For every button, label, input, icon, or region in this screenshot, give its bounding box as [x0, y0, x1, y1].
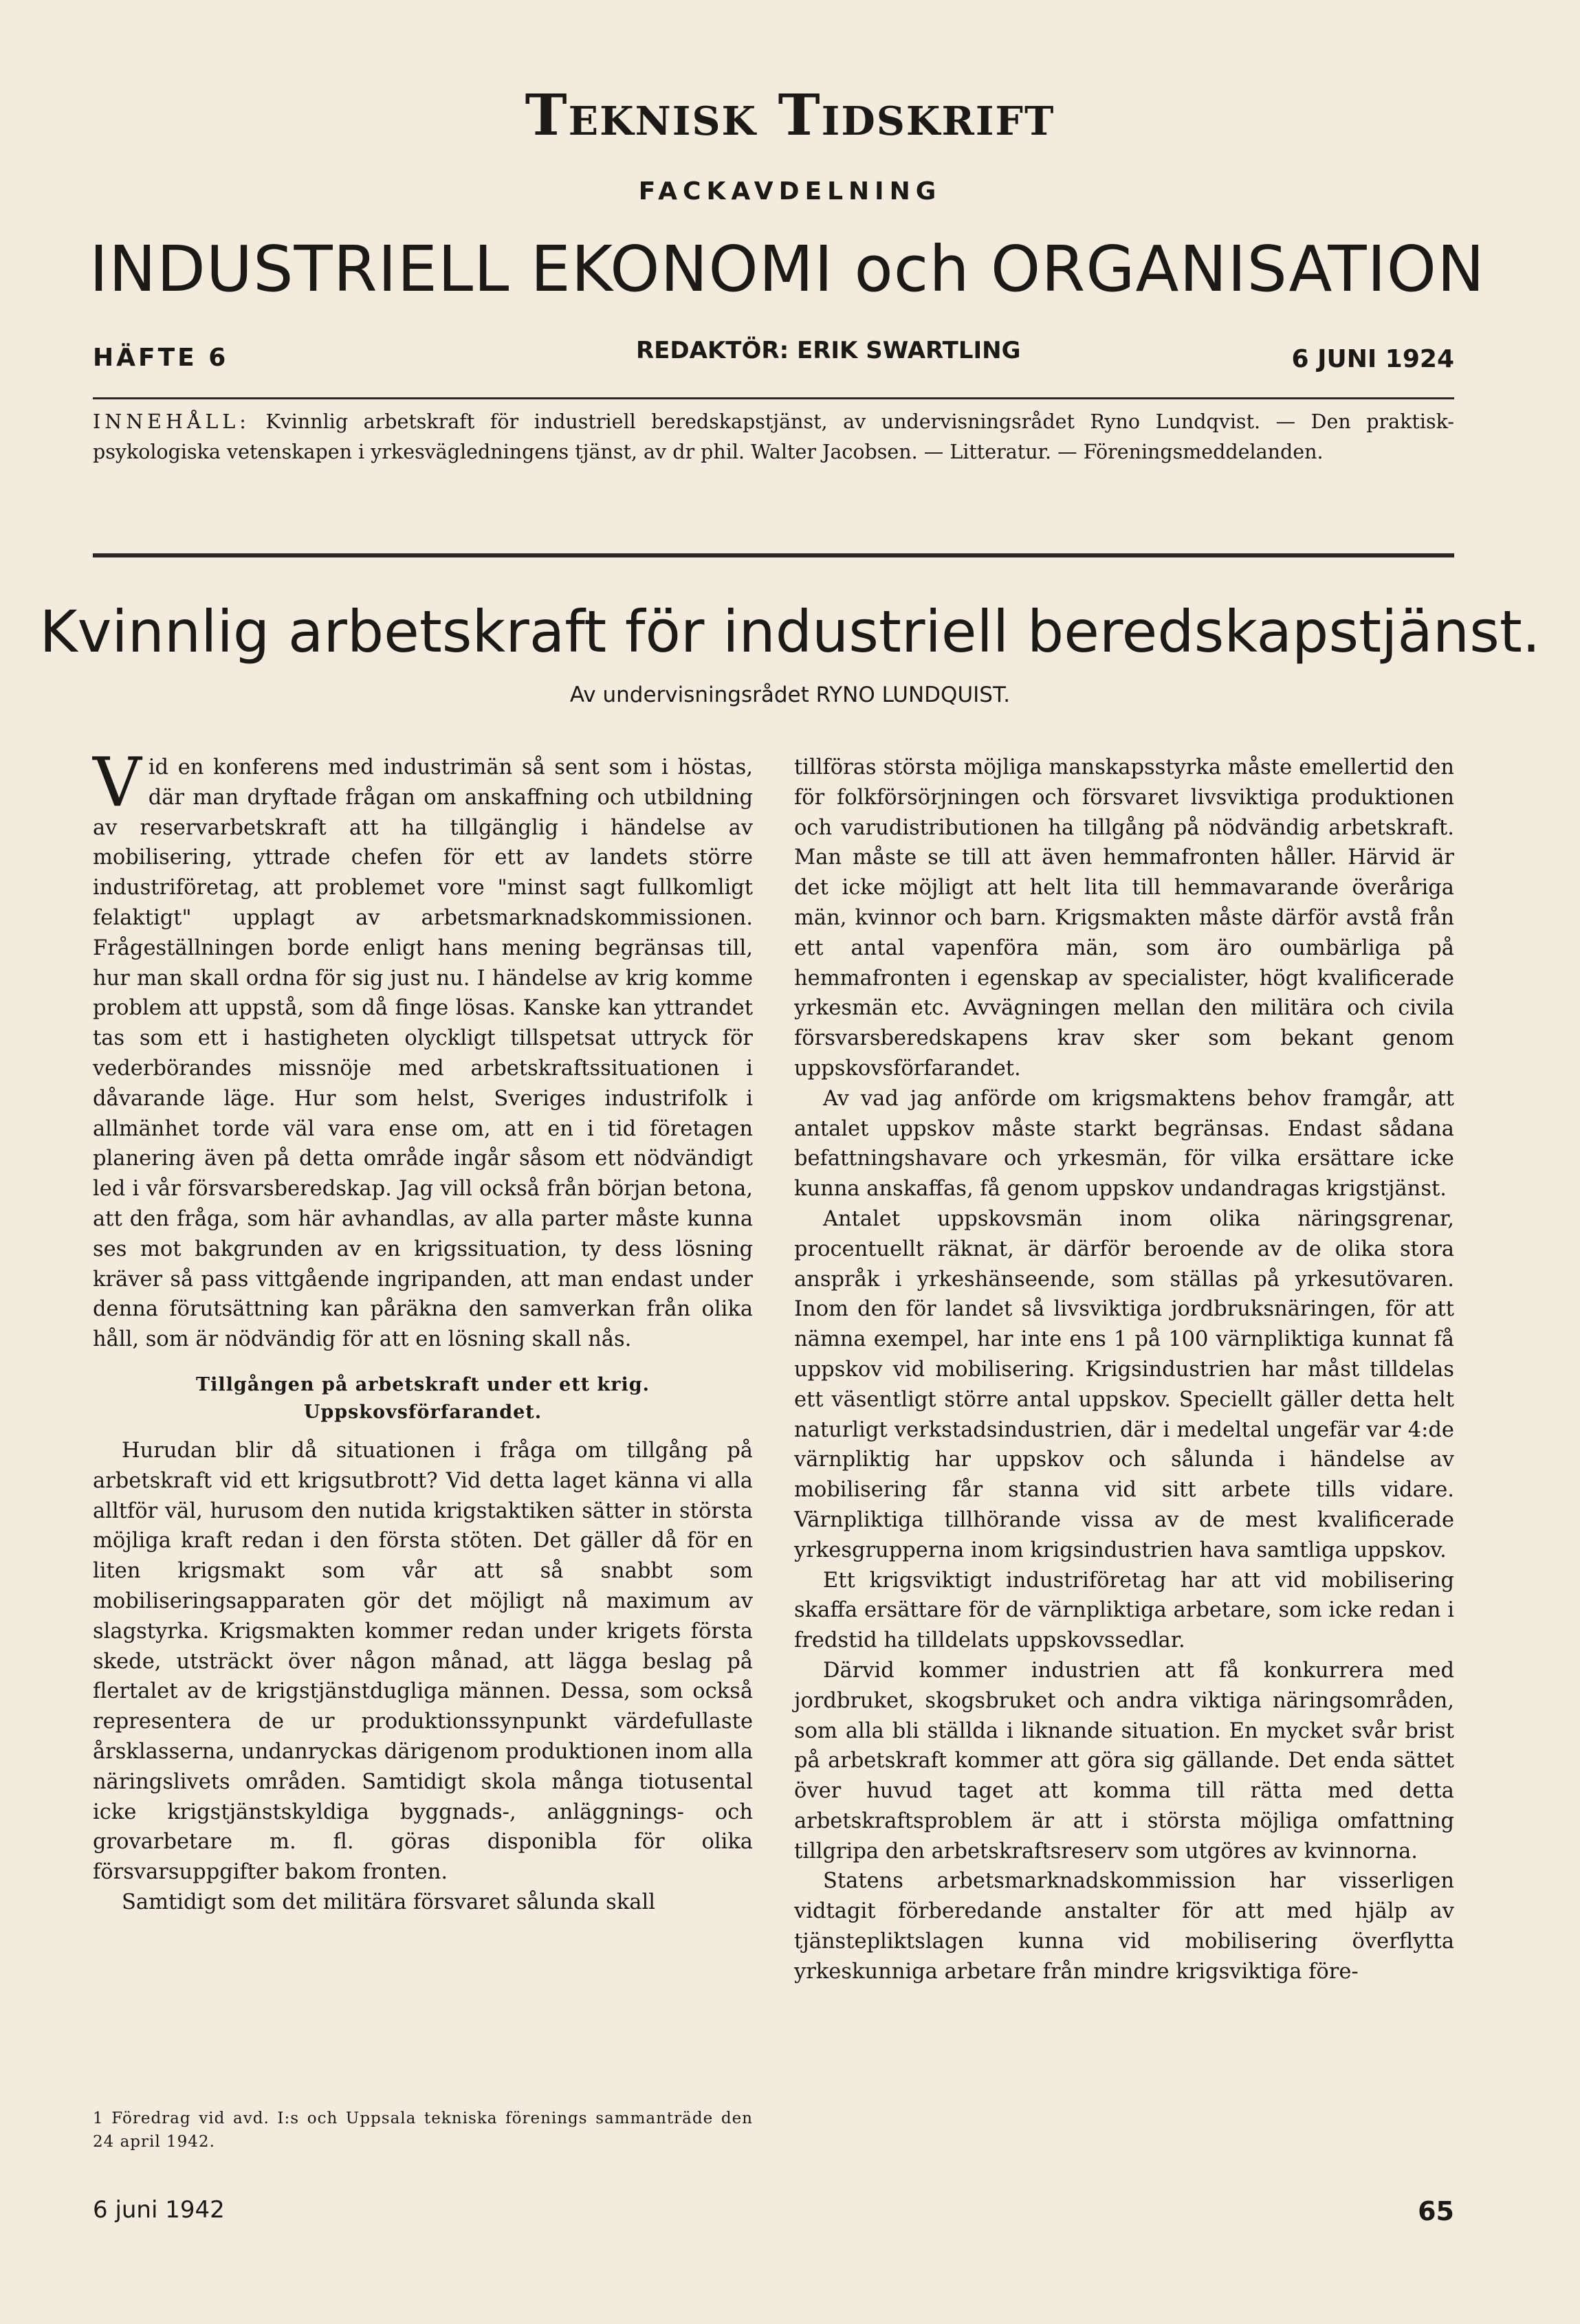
- footer-date: 6 juni 1942: [93, 2196, 225, 2224]
- paragraph-text: id en konferens med industrimän så sent som i höstas, där man dryftade frågan om anskaffning och utbildning av reservarbetskraft att ha tillgänglig i händelse av mobilisering, yttrade chefen för ett av landets större industriföretag, att problemet vore "minst sagt fullkomligt felaktigt" upplagt av arbetsmarknadskommissionen. Frågeställningen borde enligt hans mening begränsas till, hur man skall ordna för sig just nu. I händelse av krig komme problem att uppstå, som då finge lösas. Kanske kan yttrandet tas som ett i hastigheten olyckligt tillspetsat uttryck för vederbörandes missnöje med arbetskraftssituationen i dåvarande läge. Hur som helst, Sveriges industrifolk i allmänhet torde väl vara ense om, att en i tid företagen planering även på detta område ingår såsom ett nödvändigt led i vår försvarsberedskap. Jag vill också från början betona, att den fråga, som här avhandlas, av alla parter måste kunna ses mot bakgrunden av en krigssituation, ty dess lösning kräver så pass vittgående ingripanden, att man endast under denna förutsättning kan påräkna den samverkan från olika håll, som är nödvändig för att en lösning skall nås.: [93, 755, 753, 1352]
- editor-line: REDAKTÖR: ERIK SWARTLING: [636, 337, 1021, 364]
- contents-label: INNEHÅLL:: [93, 410, 250, 433]
- paragraph: Av vad jag anförde om krigsmaktens behov framgår, att antalet uppskov måste starkt begränsas. Endast sådana befattningshavare och yrkesmän, för vilka ersättare icke kunna anskaffas, få genom uppskov undandragas krigstjänst.: [794, 1086, 1454, 1202]
- right-column: [794, 753, 1454, 1987]
- article-byline: Av undervisningsrådet RYNO LUNDQUIST.: [569, 683, 1011, 707]
- paragraph: tillföras största möjliga manskapsstyrka måste emellertid den för folkförsörjningen och försvaret livsviktiga produktionen och varudistributionen ha tillgång på nödvändig arbetskraft. Man måste se till att även hemmafronten håller. Härvid är det icke möjligt att helt lita till hemmavarande överåriga män, kvinnor och barn. Krigsmakten måste därför avstå från ett antal vapenföra män, som äro oumbärliga på hemmafronten i egenskap av specialister, högt kvalificerade yrkesmän etc. Avvägningen mellan den militära och civila försvarsberedskapens krav sker som bekant genom uppskovsförfarandet.: [794, 755, 1454, 1081]
- department-label: FACKAVDELNING: [638, 177, 942, 206]
- paragraph: Ett krigsviktigt industriföretag har att vid mobilisering skaffa ersättare för de värnpliktiga arbetare, som icke redan i fredstid ha tilldelats uppskovssedlar.: [794, 1568, 1454, 1653]
- issue-date: 6 JUNI 1924: [1291, 345, 1454, 373]
- contents-text: Kvinnlig arbetskraft för industriell beredskapstjänst, av undervisningsrådet Ryno Lundqvist. — Den praktisk-psykologiska vetenskapen i yrkesvägledningens tjänst, av dr phil. Walter Jacobsen. — Litteratur. — Föreningsmeddelanden.: [93, 410, 1454, 463]
- journal-masthead: Teknisk Tidskrift: [525, 82, 1055, 148]
- paragraph: Hurudan blir då situationen i fråga om tillgång på arbetskraft vid ett krigsutbrott? Vid detta laget känna vi alla alltför väl, hurusom den nutida krigstaktiken sätter in största möjliga kraft redan i den första stöten. Det gäller då för en liten krigsmakt som vår att så snabbt som mobiliseringsapparaten gör det möjligt nå maximum av slagstyrka. Krigsmakten kommer redan under krigets första skede, utsträckt över någon månad, att lägga beslag på flertalet av de krigstjänstdugliga männen. Dessa, som också representera de ur produktionssynpunkt värdefullaste årsklasserna, undanryckas därigenom produktionen inom alla näringslivets områden. Samtidigt skola många tiotusental icke krigstjänstskyldiga byggnads-, anläggnings- och grovarbetare m. fl. göras disponibla för olika försvarsuppgifter bakom fronten.: [93, 1438, 753, 1885]
- paragraph: Antalet uppskovsmän inom olika näringsgrenar, procentuellt räknat, är därför beroende av de olika stora anspråk i yrkeshänseende, som ställas på yrkesutövaren. Inom den för landet så livsviktiga jordbruksnäringen, för att nämna exempel, har inte ens 1 på 100 värnpliktiga kunnat få uppskov vid mobilisering. Krigsindustrien har måst tilldelas ett väsentligt större antal uppskov. Speciellt gäller detta helt naturligt verkstadsindustrien, där i medeltal ungefär var 4:de värnpliktig har uppskov och sålunda i händelse av mobilisering får stanna vid sitt arbete tills vidare. Värnpliktiga tillhörande vissa av de mest kvalificerade yrkesgrupperna inom krigsindustrien hava samtliga uppskov.: [794, 1206, 1454, 1562]
- subheading-line: Tillgången på arbetskraft under ett krig.: [195, 1373, 650, 1395]
- page-number: 65: [1418, 2196, 1454, 2226]
- paragraph: Samtidigt som det militära försvaret sålunda skall: [122, 1890, 655, 1914]
- issue-number: HÄFTE 6: [93, 344, 229, 372]
- section-title: INDUSTRIELL EKONOMI och ORGANISATION: [89, 232, 1485, 306]
- drop-cap: V: [93, 744, 142, 822]
- subheading: [93, 1371, 753, 1426]
- subheading-line: Uppskovsförfarandet.: [303, 1401, 542, 1423]
- contents-bottom-rule: [93, 553, 1454, 557]
- contents-top-rule: [93, 397, 1454, 399]
- article-title: Kvinnlig arbetskraft för industriell beredskapstjänst.: [39, 598, 1541, 665]
- footnote: 1 Föredrag vid avd. I:s och Uppsala tekniska förenings sammanträde den 24 april 1942.: [93, 2110, 753, 2151]
- left-column: [93, 744, 753, 1918]
- paragraph: Därvid kommer industrien att få konkurrera med jordbruket, skogsbruket och andra viktiga näringsområden, som alla bli ställda i liknande situation. En mycket svår brist på arbetskraft kommer att göra sig gällande. Det enda sättet över huvud taget att komma till rätta med detta arbetskraftsproblem är att i största möjliga omfattning tillgripa den arbetskraftsreserv som utgöres av kvinnorna.: [794, 1658, 1454, 1863]
- paragraph: Statens arbetsmarknadskommission har visserligen vidtagit förberedande anstalter för att med hjälp av tjänstepliktslagen kunna vid mobilisering överflytta yrkeskunniga arbetare från mindre krigsviktiga före-: [794, 1869, 1454, 1984]
- issue-info-row: [93, 337, 1454, 378]
- paragraph: [93, 744, 753, 1355]
- table-of-contents: [93, 407, 1454, 467]
